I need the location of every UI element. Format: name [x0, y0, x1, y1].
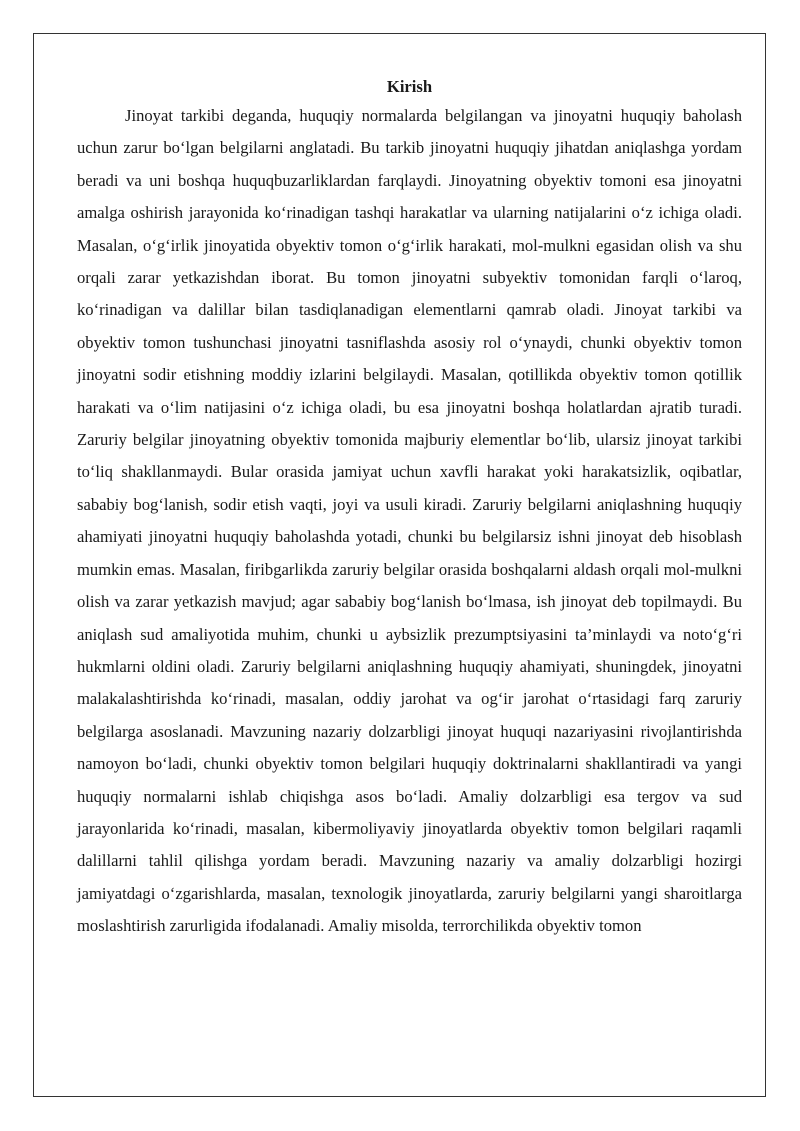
document-body	[77, 74, 742, 943]
body-paragraph: Jinoyat tarkibi deganda, huquqiy normalarda belgilangan va jinoyatni huquqiy baholash uchun zarur bo‘lgan belgilarni anglatadi. Bu tarkib jinoyatni huquqiy jihatdan aniqlashga yordam beradi va uni boshqa huquqbuzarliklardan farqlaydi. Jinoyatning obyektiv tomoni esa jinoyatni amalga oshirish jarayonida ko‘rinadigan tashqi harakatlar va ularning natijalarini o‘z ichiga oladi. Masalan, o‘g‘irlik jinoyatida obyektiv tomon o‘g‘irlik harakati, mol-mulkni egasidan olish va shu orqali zarar yetkazishdan iborat. Bu tomon jinoyatni subyektiv tomonidan farqli o‘laroq, ko‘rinadigan va dalillar bilan tasdiqlanadigan elementlarni qamrab oladi. Jinoyat tarkibi va obyektiv tomon tushunchasi jinoyatni tasniflashda asosiy rol o‘ynaydi, chunki obyektiv tomon jinoyatni sodir etishning moddiy izlarini belgilaydi. Masalan, qotillikda obyektiv tomon qotillik harakati va o‘lim natijasini o‘z ichiga oladi, bu esa jinoyatni boshqa holatlardan ajratib turadi. Zaruriy belgilar jinoyatning obyektiv tomonida majburiy elementlar bo‘lib, ularsiz jinoyat tarkibi to‘liq shakllanmaydi. Bular orasida jamiyat uchun xavfli harakat yoki harakatsizlik, oqibatlar, sababiy bog‘lanish, sodir etish vaqti, joyi va usuli kiradi. Zaruriy belgilarni aniqlashning huquqiy ahamiyati jinoyatni huquqiy baholashda yotadi, chunki bu belgilarsiz ishni jinoyat deb hisoblash mumkin emas. Masalan, firibgarlikda zaruriy belgilar orasida boshqalarni aldash orqali mol-mulkni olish va zarar yetkazish mavjud; agar sababiy bog‘lanish bo‘lmasa, ish jinoyat deb topilmaydi. Bu aniqlash sud amaliyotida muhim, chunki u aybsizlik prezumptsiyasini ta’minlaydi va noto‘g‘ri hukmlarni oldini oladi. Zaruriy belgilarni aniqlashning huquqiy ahamiyati, shuningdek, jinoyatni malakalashtirishda ko‘rinadi, masalan, oddiy jarohat va og‘ir jarohat o‘rtasidagi farq zaruriy belgilarga asoslanadi. Mavzuning nazariy dolzarbligi jinoyat huquqi nazariyasini rivojlantirishda namoyon bo‘ladi, chunki obyektiv tomon belgilari huquqiy doktrinalarni shakllantiradi va yangi huquqiy normalarni ishlab chiqishga asos bo‘ladi. Amaliy dolzarbligi esa tergov va sud jarayonlarida ko‘rinadi, masalan, kibermoliyaviy jinoyatlarda obyektiv tomon belgilari raqamli dalillarni tahlil qilishga yordam beradi. Mavzuning nazariy va amaliy dolzarbligi hozirgi jamiyatdagi o‘zgarishlarda, masalan, texnologik jinoyatlarda, zaruriy belgilarni yangi sharoitlarga moslashtirish zarurligida ifodalanadi. Amaliy misolda, terrorchilikda obyektiv tomon	[77, 106, 742, 936]
section-title: Kirish	[386, 77, 433, 96]
